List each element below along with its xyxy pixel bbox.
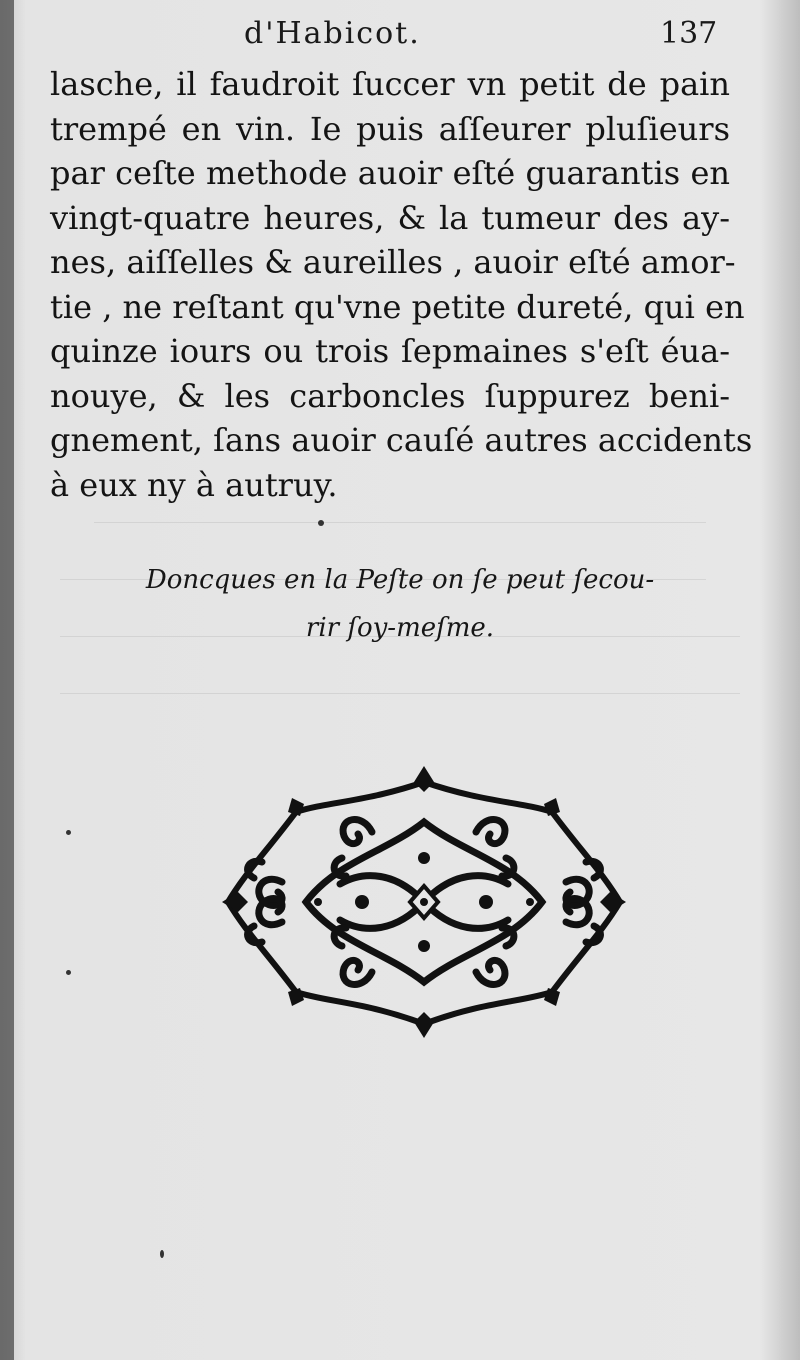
ink-speck bbox=[66, 970, 71, 975]
ink-speck bbox=[318, 520, 324, 526]
text-line: nouye, & les carboncles ſuppurez beni- bbox=[50, 376, 730, 415]
italic-summary-note bbox=[120, 556, 680, 652]
summary-line-1: Doncques en la Peſte on ſe peut ſecou- bbox=[145, 565, 655, 595]
text-line: à eux ny à autruy. bbox=[50, 465, 338, 504]
page-number: 137 bbox=[660, 16, 718, 51]
text-line: tie , ne reſtant qu'vne petite dureté, qui en bbox=[50, 287, 745, 326]
body-paragraph bbox=[50, 62, 753, 507]
page-header bbox=[0, 16, 800, 60]
running-head: d'Habicot. bbox=[244, 16, 421, 51]
text-line: lasche, il faudroit ſuccer vn petit de pain bbox=[50, 65, 730, 103]
text-line: par ceſte methode auoir eſté guarantis en bbox=[50, 154, 730, 192]
ink-speck bbox=[160, 1250, 164, 1258]
text-line: quinze iours ou trois ſepmaines s'eſt éua- bbox=[50, 332, 730, 370]
text-line: trempé en vin. Ie puis aſſeurer pluſieurs bbox=[50, 109, 730, 148]
text-line: nes, aiſſelles & aureilles , auoir eſté amor- bbox=[50, 243, 736, 281]
text-line: gnement, ſans auoir cauſé autres accidents bbox=[50, 421, 753, 459]
summary-line-2: rir ſoy-meſme. bbox=[305, 613, 495, 643]
floral-ornament-icon bbox=[222, 762, 626, 1042]
text-line: vingt-quatre heures, & la tumeur des ay- bbox=[50, 198, 730, 237]
ink-speck bbox=[66, 830, 71, 835]
